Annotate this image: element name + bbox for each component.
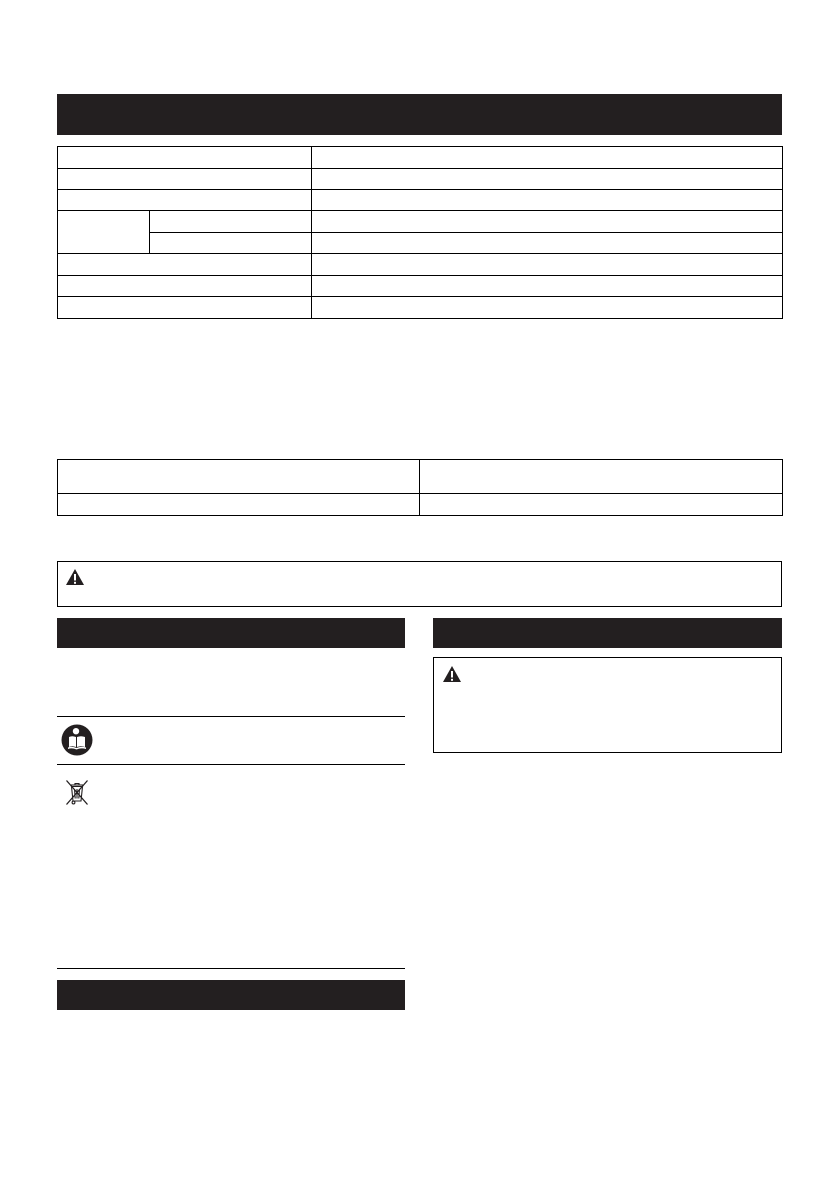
section-title-bar: [433, 618, 782, 648]
battery-cell: [58, 494, 420, 516]
spec-value: [312, 147, 783, 169]
spec-label: [58, 254, 312, 276]
section-title-bar: [57, 980, 405, 1010]
table-row: [58, 297, 783, 319]
table-row: [58, 460, 783, 494]
divider: [57, 968, 405, 969]
table-row: [58, 147, 783, 169]
table-row: [58, 169, 783, 190]
spec-label: [58, 147, 312, 169]
read-manual-icon: [61, 724, 93, 756]
warning-banner: [57, 561, 782, 607]
spec-group-label: [58, 211, 150, 254]
table-row: [58, 233, 783, 254]
spec-value: [312, 169, 783, 190]
battery-cell: [420, 494, 783, 516]
warning-triangle-icon: [65, 568, 85, 586]
symbol-row: [57, 766, 405, 966]
table-row: [58, 494, 783, 516]
spec-value: [312, 233, 783, 254]
symbol-row: [57, 718, 405, 764]
table-row: [58, 190, 783, 211]
header-bar: [57, 94, 782, 135]
table-row: [58, 276, 783, 297]
warning-box: [433, 657, 782, 753]
divider: [57, 764, 405, 765]
divider: [57, 716, 405, 717]
spec-value: [312, 254, 783, 276]
crossed-out-wheelie-bin-icon: [64, 777, 90, 807]
spec-label: [58, 276, 312, 297]
spec-label: [58, 297, 312, 319]
spec-sublabel: [150, 211, 312, 233]
table-row: [58, 211, 783, 233]
spec-value: [312, 211, 783, 233]
spec-value: [312, 190, 783, 211]
spec-sublabel: [150, 233, 312, 254]
warning-triangle-icon: [442, 665, 462, 683]
spec-value: [312, 297, 783, 319]
specifications-table: [57, 146, 783, 319]
spec-label: [58, 190, 312, 211]
spec-label: [58, 169, 312, 190]
battery-cell: [58, 460, 420, 494]
spec-value: [312, 276, 783, 297]
section-title-bar: [57, 618, 405, 648]
battery-cell: [420, 460, 783, 494]
table-row: [58, 254, 783, 276]
battery-table: [57, 459, 783, 516]
